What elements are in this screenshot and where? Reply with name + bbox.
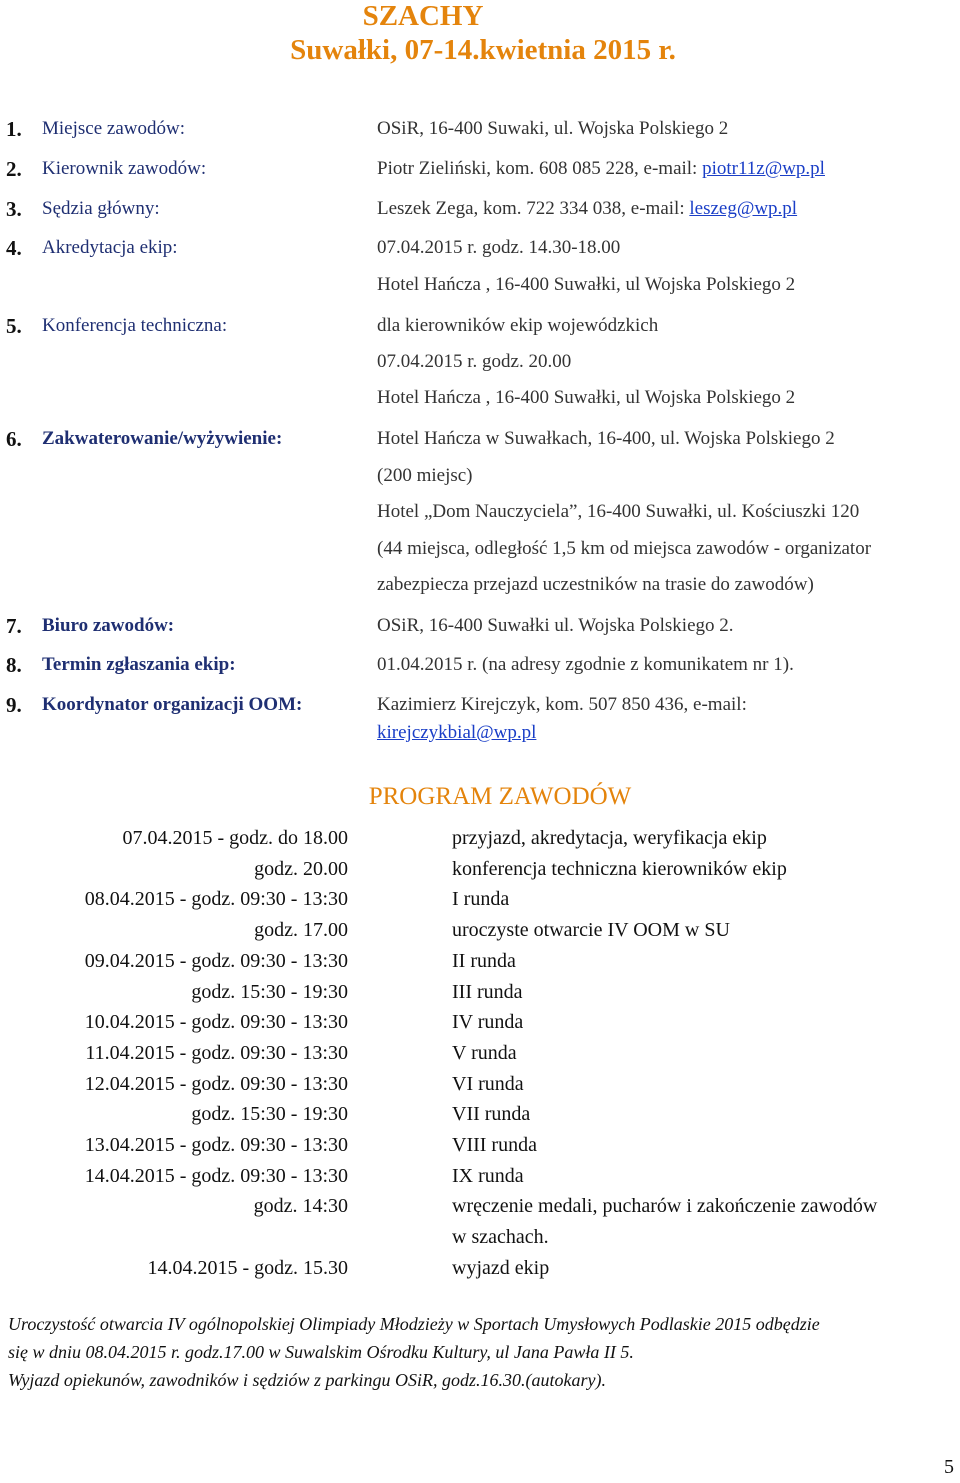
schedule-time: 14.04.2015 - godz. 15.30 — [147, 1257, 348, 1279]
schedule-event: III runda — [452, 981, 523, 1003]
item-value: Leszek Zega, kom. 722 334 038, e-mail: leszeg@wp.pl — [377, 198, 798, 219]
schedule-time: 13.04.2015 - godz. 09:30 - 13:30 — [84, 1134, 348, 1156]
item-value: Hotel Hańcza w Suwałkach, 16-400, ul. Wojska Polskiego 2 — [377, 428, 835, 449]
schedule-event: VII runda — [452, 1103, 531, 1125]
item-value: (200 miejsc) — [377, 465, 473, 486]
item-label: Kierownik zawodów: — [42, 158, 207, 179]
schedule-event: I runda — [452, 888, 510, 910]
page-number: 5 — [944, 1456, 954, 1478]
note-line: Uroczystość otwarcia IV ogólnopolskiej Olimpiady Młodzieży w Sportach Umysłowych Podlaskie 2015 odbędzie — [8, 1314, 820, 1334]
item-label: Miejsce zawodów: — [42, 118, 185, 139]
schedule-event: w szachach. — [452, 1226, 549, 1248]
schedule-time: 12.04.2015 - godz. 09:30 - 13:30 — [84, 1073, 348, 1095]
item-value: Piotr Zieliński, kom. 608 085 228, e-mail: piotr11z@wp.pl — [377, 158, 825, 179]
item-number: 8. — [6, 653, 22, 677]
item-value: Hotel „Dom Nauczyciela”, 16-400 Suwałki, ul. Kościuszki 120 — [377, 501, 860, 522]
item-label: Sędzia główny: — [42, 198, 160, 219]
program-title: PROGRAM ZAWODÓW — [368, 783, 632, 810]
item-value: Hotel Hańcza , 16-400 Suwałki, ul Wojska Polskiego 2 — [377, 387, 796, 408]
note-line: się w dniu 08.04.2015 r. godz.17.00 w Suwalskim Ośrodku Kultury, ul Jana Pawła II 5. — [8, 1342, 634, 1362]
item-value: 01.04.2015 r. (na adresy zgodnie z komunikatem nr 1). — [377, 654, 794, 675]
email-link[interactable]: kirejczykbial@wp.pl — [377, 722, 537, 743]
item-number: 3. — [6, 197, 22, 221]
schedule-event: uroczyste otwarcie IV OOM w SU — [452, 919, 730, 941]
schedule-time: 08.04.2015 - godz. 09:30 - 13:30 — [84, 888, 348, 910]
item-label: Termin zgłaszania ekip: — [42, 654, 236, 675]
item-label: Koordynator organizacji OOM: — [42, 694, 303, 715]
note-line: Wyjazd opiekunów, zawodników i sędziów z parkingu OSiR, godz.16.30.(autokary). — [8, 1370, 606, 1390]
item-number: 9. — [6, 693, 22, 717]
item-value: Kazimierz Kirejczyk, kom. 507 850 436, e-mail: — [377, 694, 747, 715]
schedule-event: konferencja techniczna kierowników ekip — [452, 858, 787, 880]
schedule-event: IV runda — [452, 1011, 524, 1033]
item-value: dla kierowników ekip wojewódzkich — [377, 315, 659, 336]
schedule-event: wyjazd ekip — [452, 1257, 550, 1279]
item-number: 7. — [6, 614, 22, 638]
item-value: 07.04.2015 r. godz. 20.00 — [377, 351, 572, 372]
schedule-time: godz. 15:30 - 19:30 — [191, 981, 348, 1003]
schedule-event: II runda — [452, 950, 516, 972]
page-subtitle: Suwałki, 07-14.kwietnia 2015 r. — [290, 34, 676, 66]
page-title: SZACHY — [362, 0, 484, 32]
item-number: 6. — [6, 427, 22, 451]
schedule-time: godz. 20.00 — [254, 858, 348, 880]
schedule-event: przyjazd, akredytacja, weryfikacja ekip — [452, 827, 767, 849]
item-value: (44 miejsca, odległość 1,5 km od miejsca zawodów - organizator — [377, 538, 872, 559]
item-label: Zakwaterowanie/wyżywienie: — [42, 428, 283, 449]
item-value — [377, 721, 536, 745]
schedule-event: VI runda — [452, 1073, 524, 1095]
item-number: 4. — [6, 236, 22, 260]
schedule-event: V runda — [452, 1042, 517, 1064]
schedule-time: godz. 14:30 — [253, 1195, 348, 1217]
item-label: Konferencja techniczna: — [42, 315, 228, 336]
item-value: OSiR, 16-400 Suwaki, ul. Wojska Polskiego 2 — [377, 118, 729, 139]
item-value: zabezpiecza przejazd uczestników na trasie do zawodów) — [377, 574, 814, 595]
email-link[interactable]: piotr11z@wp.pl — [702, 158, 825, 179]
item-value: 07.04.2015 r. godz. 14.30-18.00 — [377, 237, 621, 258]
schedule-time: godz. 17.00 — [254, 919, 348, 941]
schedule-time: 09.04.2015 - godz. 09:30 - 13:30 — [84, 950, 348, 972]
item-number: 5. — [6, 314, 22, 338]
item-number: 1. — [6, 117, 22, 141]
item-label: Biuro zawodów: — [42, 615, 175, 636]
schedule-time: 10.04.2015 - godz. 09:30 - 13:30 — [84, 1011, 348, 1033]
schedule-event: wręczenie medali, pucharów i zakończenie zawodów — [452, 1195, 878, 1217]
item-number: 2. — [6, 157, 22, 181]
schedule-event: IX runda — [452, 1165, 524, 1187]
item-value: OSiR, 16-400 Suwałki ul. Wojska Polskiego 2. — [377, 615, 734, 636]
schedule-time: 14.04.2015 - godz. 09:30 - 13:30 — [84, 1165, 348, 1187]
item-label: Akredytacja ekip: — [42, 237, 178, 258]
schedule-time: 11.04.2015 - godz. 09:30 - 13:30 — [85, 1042, 348, 1064]
email-link[interactable]: leszeg@wp.pl — [689, 198, 798, 219]
item-value: Hotel Hańcza , 16-400 Suwałki, ul Wojska Polskiego 2 — [377, 274, 796, 295]
schedule-event: VIII runda — [452, 1134, 537, 1156]
schedule-time: godz. 15:30 - 19:30 — [191, 1103, 348, 1125]
schedule-time: 07.04.2015 - godz. do 18.00 — [122, 827, 348, 849]
